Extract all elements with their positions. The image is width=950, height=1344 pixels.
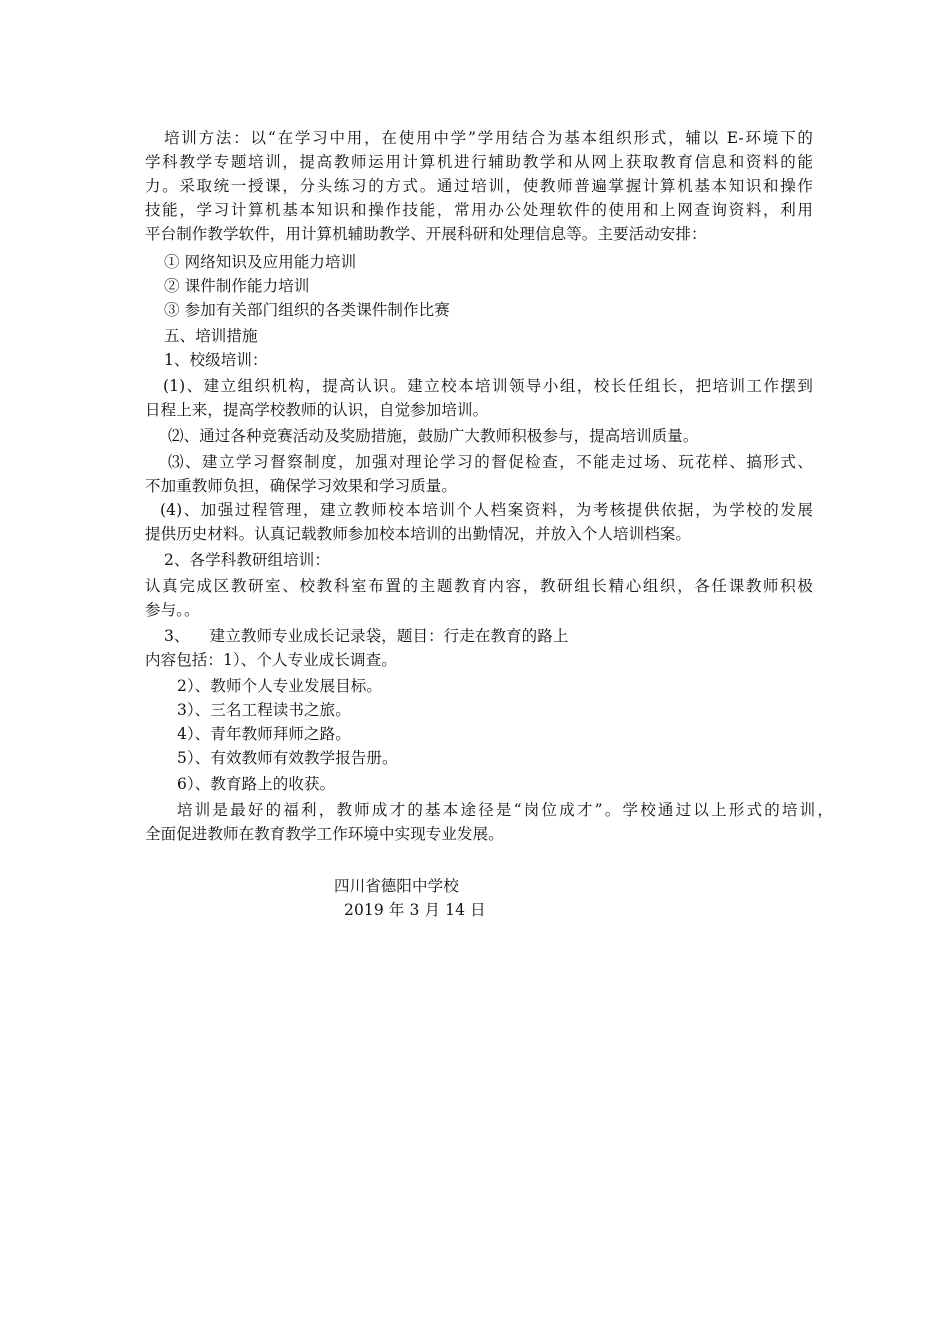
intro-line-5: 平台制作教学软件，用计算机辅助教学、开展科研和处理信息等。主要活动安排： [145, 225, 707, 243]
intro-line-2: 学科教学专题培训，提高教师运用计算机进行辅助教学和从网上获取教育信息和资料的能 [145, 153, 813, 171]
item-1-title: 1、校级培训： [164, 351, 268, 369]
conclusion-line-1: 培训是最好的福利，教师成才的基本途径是“岗位成才”。学校通过以上形式的培训， [177, 801, 833, 819]
item-1-sub-1-line-1: (1)、建立组织机构，提高认识。建立校本培训领导小组，校长任组长，把培训工作摆到 [163, 377, 813, 395]
item-3-list-item-6: 6）、教育路上的收获。 [177, 775, 336, 793]
item-2-title: 2、各学科教研组培训： [164, 551, 330, 569]
intro-line-3: 力。采取统一授课，分头练习的方式。通过培训，使教师普遍掌握计算机基本知识和操作 [145, 177, 813, 195]
activity-item-3: ③ 参加有关部门组织的各类课件制作比赛 [164, 301, 450, 319]
item-3-list-item-5: 5）、有效教师有效教学报告册。 [177, 749, 398, 767]
signature-school: 四川省德阳中学校 [334, 877, 459, 895]
item-2-body-line-2: 参与。。 [145, 601, 200, 619]
item-1-sub-4-line-1: (4)、加强过程管理，建立教师校本培训个人档案资料，为考核提供依据，为学校的发展 [160, 501, 813, 519]
conclusion-line-2: 全面促进教师在教育教学工作环境中实现专业发展。 [145, 825, 504, 843]
item-2-body-line-1: 认真完成区教研室、校教科室布置的主题教育内容，教研组长精心组织，各任课教师积极 [145, 577, 813, 595]
signature-date: 2019 年 3 月 14 日 [344, 901, 486, 919]
item-1-sub-1-line-2: 日程上来，提高学校教师的认识，自觉参加培训。 [145, 401, 489, 419]
item-1-sub-4-line-2: 提供历史材料。认真记载教师参加校本培训的出勤情况，并放入个人培训档案。 [145, 525, 692, 543]
item-3-contents: 内容包括：1）、个人专业成长调查。 [145, 651, 397, 669]
item-3-title: 3、 建立教师专业成长记录袋，题目：行走在教育的路上 [164, 627, 569, 645]
item-3-list-item-4: 4）、青年教师拜师之路。 [177, 725, 351, 743]
item-3-list-item-3: 3）、三名工程读书之旅。 [177, 701, 351, 719]
activity-item-1: ① 网络知识及应用能力培训 [164, 253, 357, 271]
activity-item-2: ② 课件制作能力培训 [164, 277, 310, 295]
item-3-list-item-2: 2）、教师个人专业发展目标。 [177, 677, 383, 695]
item-1-sub-2: ⑵、通过各种竞赛活动及奖励措施，鼓励广大教师积极参与，提高培训质量。 [168, 427, 699, 445]
item-1-sub-3-line-1: ⑶、建立学习督察制度，加强对理论学习的督促检查，不能走过场、玩花样、搞形式、 [168, 453, 813, 471]
intro-line-1: 培训方法：以“在学习中用，在使用中学”学用结合为基本组织形式，辅以 E-环境下的 [164, 129, 813, 147]
item-1-sub-3-line-2: 不加重教师负担，确保学习效果和学习质量。 [145, 477, 458, 495]
intro-line-4: 技能，学习计算机基本知识和操作技能，常用办公处理软件的使用和上网查询资料，利用 [145, 201, 813, 219]
section-5-title: 五、培训措施 [164, 327, 258, 345]
